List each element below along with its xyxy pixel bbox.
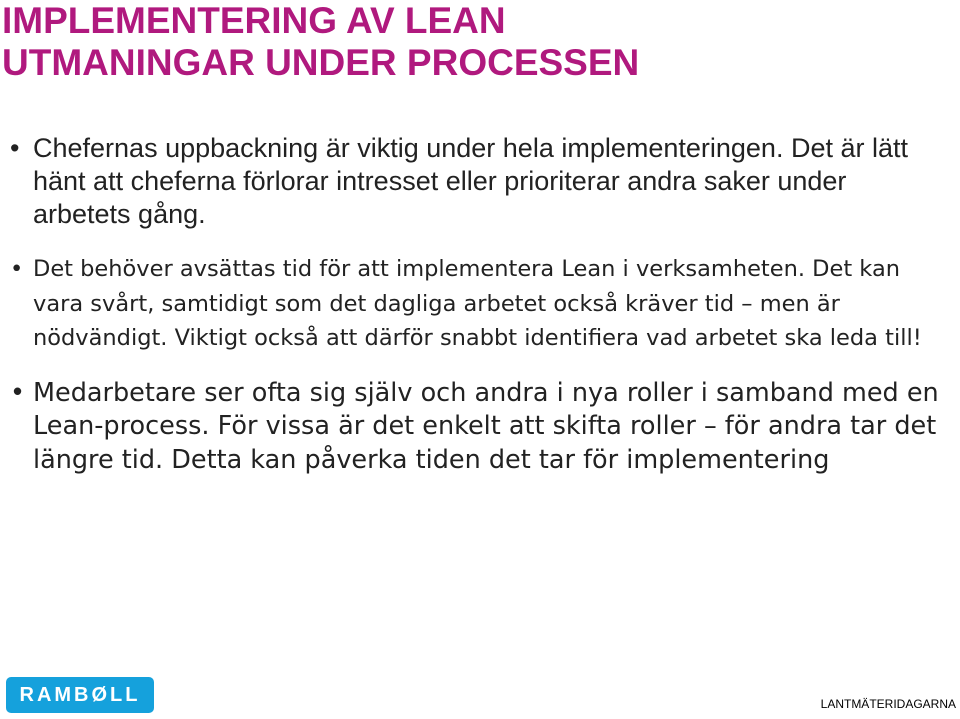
slide-title	[2, 0, 942, 84]
bullet-item: • Medarbetare ser ofta sig själv och andra i nya roller i samband med en Lean-process. För vissa är det enkelt att skifta roller – för andra tar det längre tid. Detta kan påverka tiden det tar för implementering	[0, 377, 950, 478]
title-line-1: IMPLEMENTERING AV LEAN	[2, 0, 506, 41]
footer-label: LANTMÄTERIDAGARNA	[820, 697, 956, 711]
bullet-item: • Det behöver avsättas tid för att implementera Lean i verksamheten. Det kan vara svårt, samtidigt som det dagliga arbetet också kräver tid – men är nödvändigt. Viktigt också att därför snabbt identifiera vad arbetet ska leda till!	[0, 252, 950, 356]
bullet-list	[0, 132, 950, 477]
ramboll-logo: RAMBØLL	[6, 677, 154, 713]
title-line-2: UTMANINGAR UNDER PROCESSEN	[2, 42, 640, 83]
bullet-item: • Chefernas uppbackning är viktig under hela implementeringen. Det är lätt hänt att cheferna förlorar intresset eller prioriterar andra saker under arbetets gång.	[0, 132, 950, 231]
